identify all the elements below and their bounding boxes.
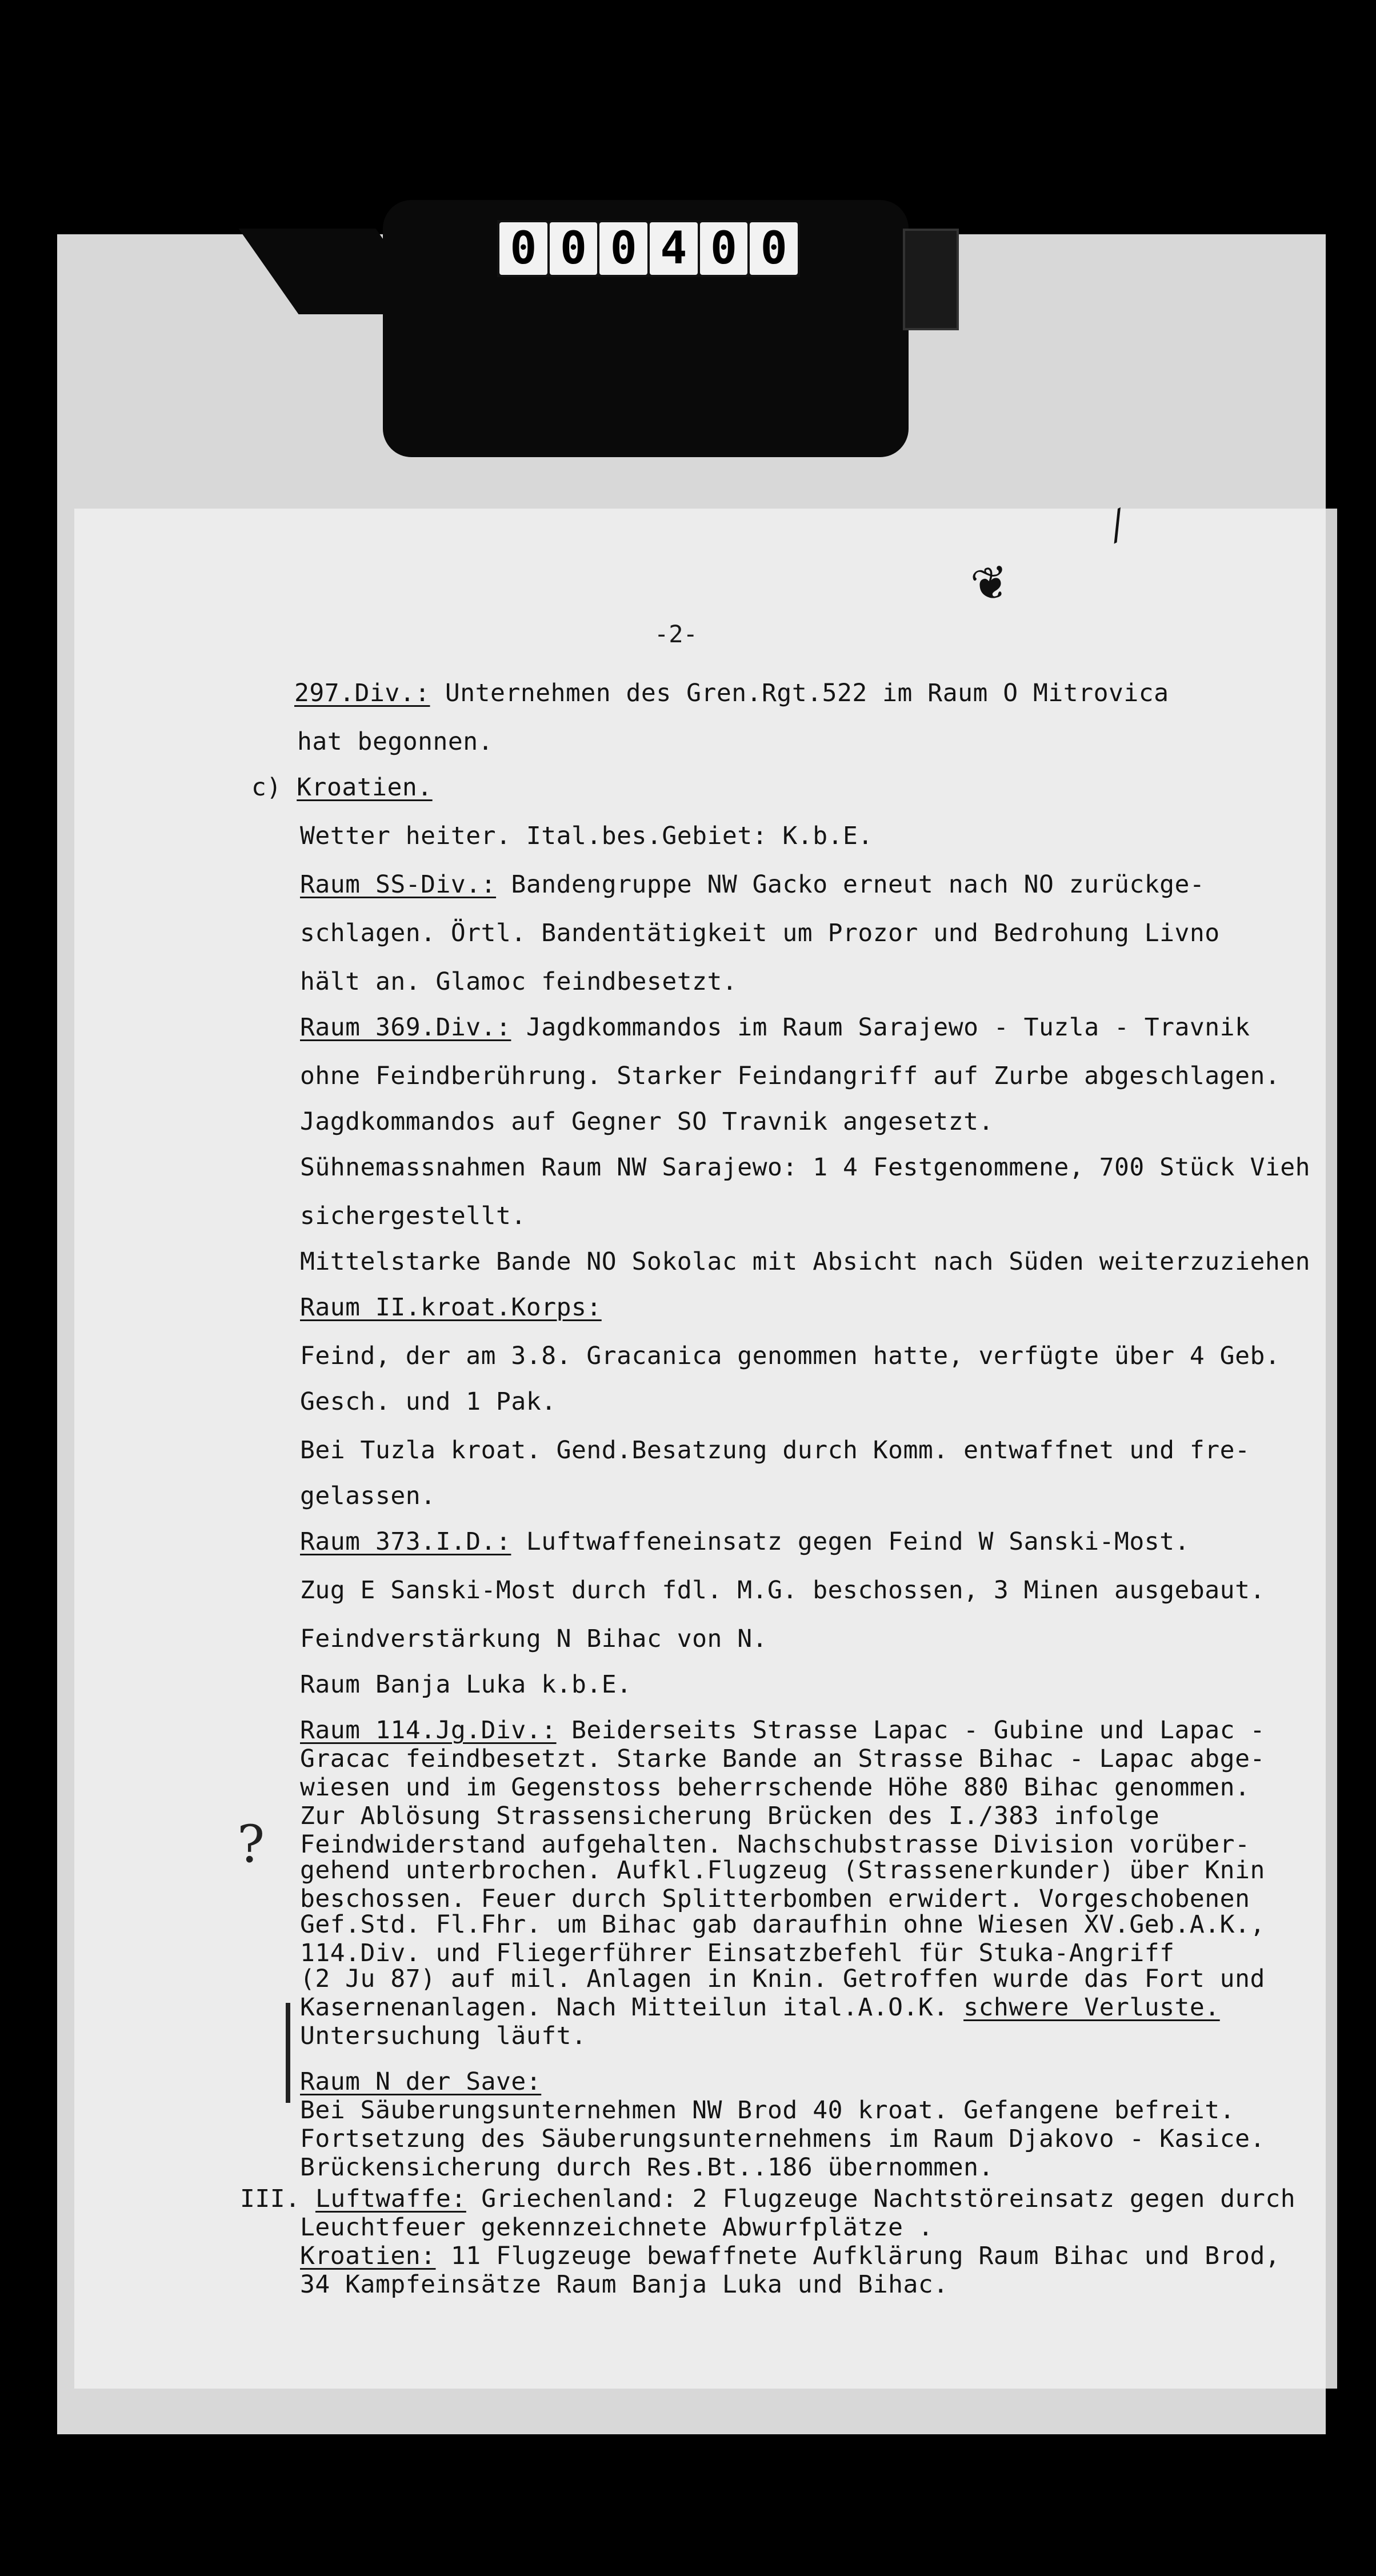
line-text: Bandengruppe NW Gacko erneut nach NO zurückge- [496,870,1205,899]
document-line [300,1669,632,1701]
line-text: Jagdkommandos auf Gegner SO Travnik angesetzt. [300,1107,994,1136]
document-line [300,1526,1190,1558]
underlined-phrase: schwere Verluste. [963,1993,1220,2022]
line-text: Brückensicherung durch Res.Bt..186 übernommen. [300,2153,994,2182]
line-text: ohne Feindberührung. Starker Feindangriff auf Zurbe abgeschlagen. [300,1062,1281,1090]
document-line [300,1246,1310,1278]
document-line [300,2151,994,2183]
line-text: Leuchtfeuer gekennzeichnete Abwurfplätze . [300,2213,934,2242]
line-text: hält an. Glamoc feindbesetzt. [300,967,738,996]
page-number: -2- [654,620,698,648]
section-heading: 297.Div.: [294,679,430,707]
line-text: Gef.Std. Fl.Fhr. um Bihac gab daraufhin ohne Wiesen XV.Geb.A.K., [300,1910,1265,1939]
document-line [300,820,873,852]
document-line [300,1800,1159,1832]
tick-mark-icon: ⁄ [1105,503,1131,549]
document-line [300,2020,586,2052]
document-line [300,2211,933,2243]
counter-digit: 4 [650,222,698,275]
section-heading: Raum N der Save: [300,2067,542,2096]
section-heading: Raum 114.Jg.Div.: [300,1716,557,1745]
counter-digit: 0 [499,222,547,275]
document-line [300,2240,1280,2272]
document-line [251,771,433,803]
counter-digit: 0 [550,222,598,275]
line-text: Feindverstärkung N Bihac von N. [300,1625,768,1653]
document-line [294,677,1169,709]
document-line [300,966,737,998]
pencil-mark-icon: ❦ [967,554,1014,614]
line-text: sichergestellt. [300,1202,526,1230]
document-line [300,1106,994,1138]
underlined-heading: Kroatien. [297,773,433,802]
section-heading: Raum 373.I.D.: [300,1527,511,1556]
document-line [300,1963,1265,1995]
line-text: Wetter heiter. Ital.bes.Gebiet: K.b.E. [300,822,873,850]
line-text: Zur Ablösung Strassensicherung Brücken des I./383 infolge [300,1802,1160,1830]
line-text: Gesch. und 1 Pak. [300,1387,557,1416]
document-line [300,1151,1310,1183]
line-text: Jagdkommandos im Raum Sarajewo - Tuzla - Travnik [511,1013,1250,1042]
counter-digit: 0 [750,222,798,275]
document-line [300,1480,436,1512]
line-text: Sühnemassnahmen Raum NW Sarajewo: 1 4 Festgenommene, 700 Stück Vieh [300,1153,1311,1182]
line-text: Zug E Sanski-Most durch fdl. M.G. beschossen, 3 Minen ausgebaut. [300,1576,1265,1605]
document-line [300,1854,1265,1886]
line-text: Feindwiderstand aufgehalten. Nachschubstrasse Division vorüber- [300,1830,1250,1859]
underlined-heading: Luftwaffe: [315,2185,466,2213]
line-text: (2 Ju 87) auf mil. Anlagen in Knin. Getroffen wurde das Fort und [300,1965,1265,1993]
line-text: 11 Flugzeuge bewaffnete Aufklärung Raum Bihac und Brod, [435,2242,1281,2270]
document-line [300,1386,557,1418]
document-line [300,1771,1250,1803]
section-heading: Raum SS-Div.: [300,870,497,899]
line-text: Kasernenanlagen. Nach Mitteilun ital.A.O.K. [300,1993,964,2022]
document-line [300,1434,1250,1466]
document-line [300,1291,602,1323]
line-text: wiesen und im Gegenstoss beherrschende Höhe 880 Bihac genommen. [300,1773,1250,1802]
document-line [300,2094,1235,2126]
document-line [297,726,493,758]
line-text: Gracac feindbesetzt. Starke Bande an Strasse Bihac - Lapac abge- [300,1745,1265,1773]
line-text: hat begonnen. [297,727,494,756]
line-prefix: c) [251,773,297,802]
counter-digit: 0 [700,222,748,275]
line-text: gelassen. [300,1482,436,1510]
line-prefix: III. [240,2185,315,2213]
document-line [300,869,1205,901]
line-text: schlagen. Örtl. Bandentätigkeit um Prozor und Bedrohung Livno [300,919,1220,947]
margin-question-mark: ? [237,1814,265,1874]
document-line [300,1991,1220,2023]
line-text: 114.Div. und Fliegerführer Einsatzbefehl für Stuka-Angriff [300,1939,1175,1967]
document-line [300,1623,767,1655]
document-line [300,1200,526,1232]
document-line [300,917,1220,949]
document-line [300,1011,1250,1043]
document-line [240,2183,1295,2215]
counter-digit: 0 [599,222,647,275]
document-line [300,1060,1280,1092]
document-line [300,1909,1265,1941]
section-heading: Raum II.kroat.Korps: [300,1293,602,1322]
document-line [300,1574,1265,1606]
underlined-heading: Kroatien: [300,2242,436,2270]
line-text: Griechenland: 2 Flugzeuge Nachtstöreinsatz gegen durch [466,2185,1296,2213]
line-text: Bei Tuzla kroat. Gend.Besatzung durch Komm. entwaffnet und fre- [300,1436,1250,1465]
line-text: Mittelstarke Bande NO Sokolac mit Absicht nach Süden weiterzuziehen [300,1247,1311,1276]
line-text: beschossen. Feuer durch Splitterbomben erwidert. Vorgeschobenen [300,1885,1250,1913]
line-text: gehend unterbrochen. Aufkl.Flugzeug (Strassenerkunder) über Knin [300,1856,1265,1885]
section-heading: Raum 369.Div.: [300,1013,511,1042]
line-text: Untersuchung läuft. [300,2022,587,2050]
document-line [300,2066,541,2098]
line-text: Bei Säuberungsunternehmen NW Brod 40 kroat. Gefangene befreit. [300,2096,1235,2125]
line-text: Luftwaffeneinsatz gegen Feind W Sanski-Most. [511,1527,1190,1556]
line-text: 34 Kampfeinsätze Raum Banja Luka und Bihac. [300,2270,949,2299]
line-text: Unternehmen des Gren.Rgt.522 im Raum O Mitrovica [430,679,1169,707]
line-text: Raum Banja Luka k.b.E. [300,1670,632,1699]
line-text: Fortsetzung des Säuberungsunternehmens im Raum Djakovo - Kasice. [300,2125,1265,2153]
document-line [300,1743,1265,1775]
line-text: Beiderseits Strasse Lapac - Gubine und Lapac - [556,1716,1265,1745]
document-line [300,2269,949,2301]
line-text: Feind, der am 3.8. Gracanica genommen hatte, verfügte über 4 Geb. [300,1342,1281,1370]
document-line [300,1714,1265,1746]
document-line [300,2123,1265,2155]
document-line [300,1340,1280,1372]
